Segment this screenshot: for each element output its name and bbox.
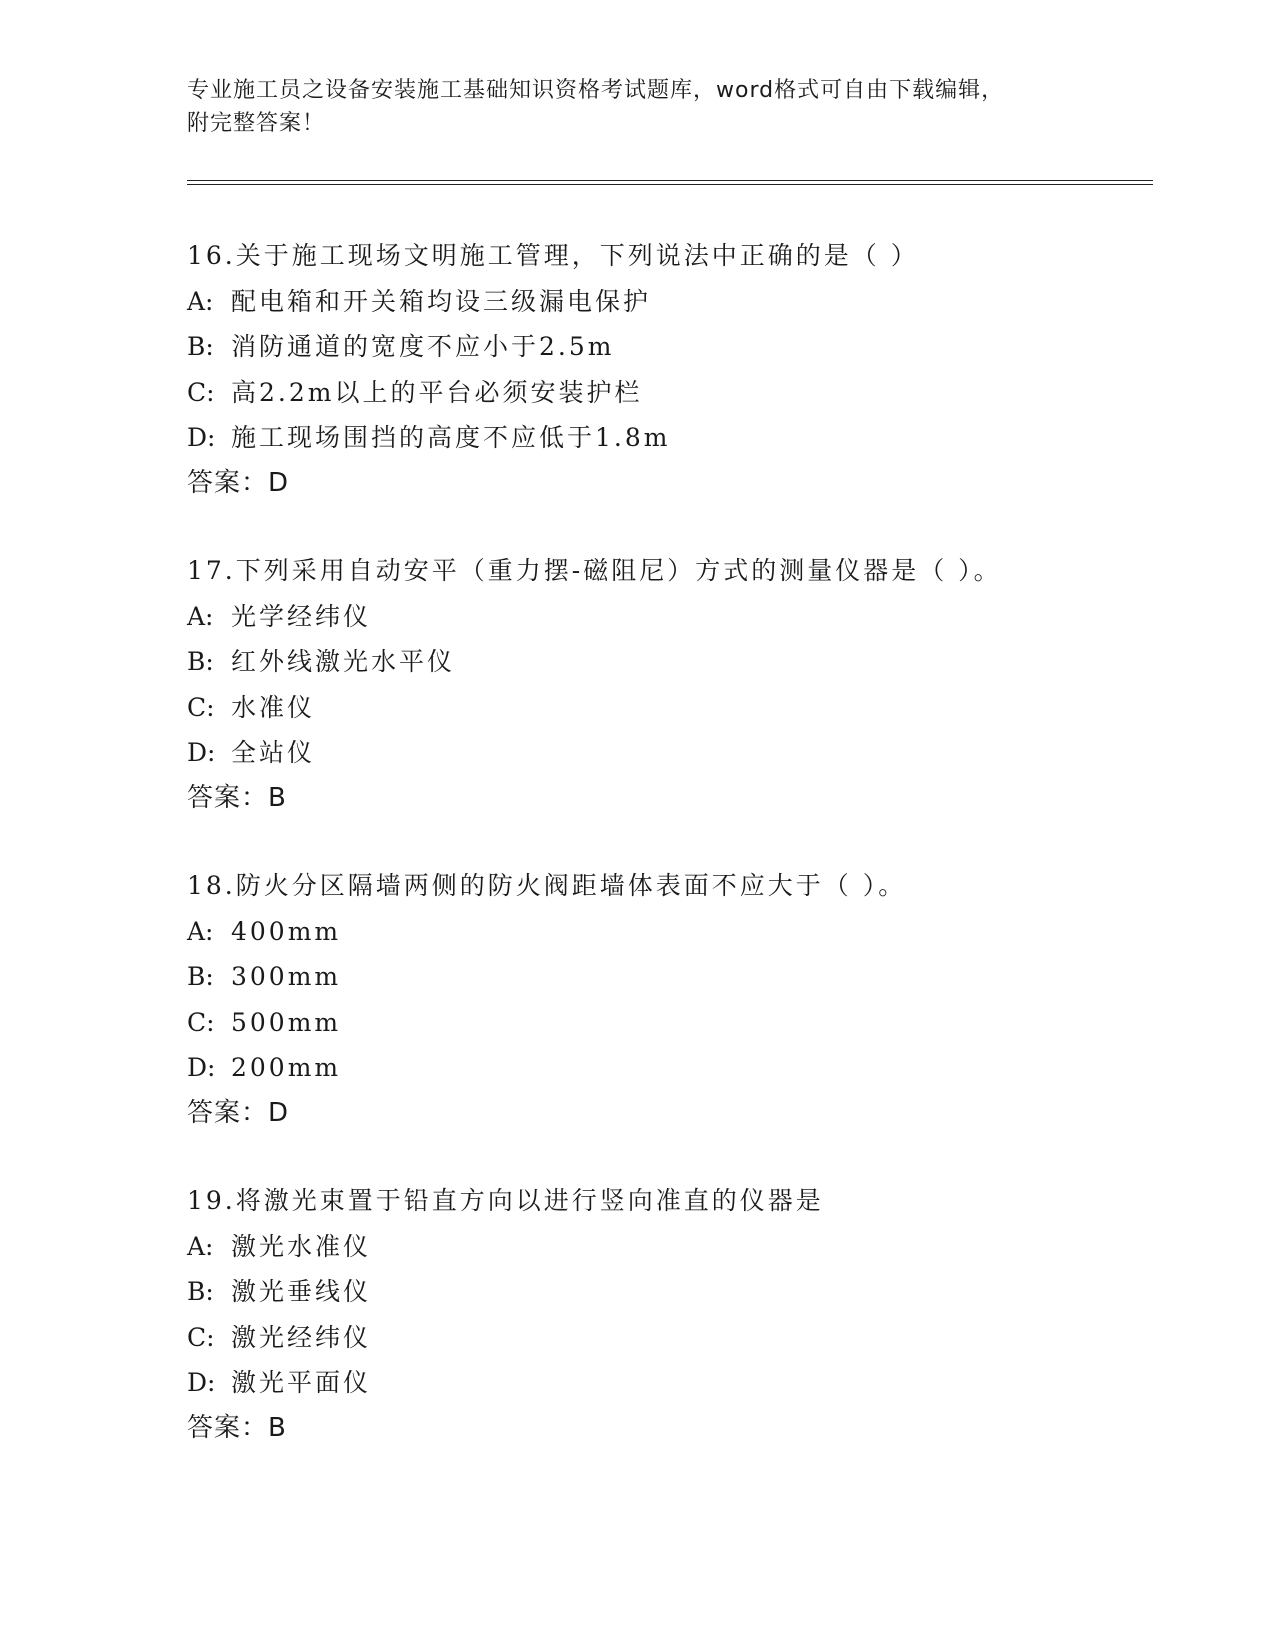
option-letter: C: (187, 1322, 215, 1352)
option-text: 消防通道的宽度不应小于2.5m (231, 332, 615, 361)
option-letter: D: (187, 1368, 216, 1397)
option-letter: B: (187, 1277, 214, 1306)
option-c (187, 1315, 1147, 1361)
option-letter: C: (187, 377, 215, 407)
question-16 (187, 233, 1147, 506)
header-divider-top (187, 180, 1153, 181)
option-a (187, 279, 1147, 325)
option-letter: B: (187, 647, 214, 676)
header-divider-bottom (187, 184, 1153, 185)
question-17 (187, 548, 1147, 821)
option-letter: C: (187, 1007, 215, 1037)
answer-label: 答案：D (187, 1097, 290, 1128)
question-stem: 16.关于施工现场文明施工管理，下列说法中正确的是（ ） (187, 241, 919, 270)
question-19 (187, 1178, 1147, 1451)
option-a (187, 594, 1147, 640)
option-letter: A: (187, 1231, 214, 1261)
option-letter: D: (187, 1053, 216, 1082)
question-stem: 17.下列采用自动安平（重力摆-磁阻尼）方式的测量仪器是（ ）。 (187, 556, 1002, 585)
option-c (187, 1000, 1147, 1046)
option-text: 激光平面仪 (231, 1368, 372, 1397)
option-c (187, 370, 1147, 416)
option-text: 水准仪 (231, 692, 316, 722)
option-text: 高2.2m以上的平台必须安装护栏 (231, 377, 643, 407)
option-letter: C: (187, 692, 215, 722)
option-letter: D: (187, 738, 216, 767)
option-text: 300mm (231, 962, 342, 991)
header-line-1: 专业施工员之设备安装施工基础知识资格考试题库，word格式可自由下载编辑， (187, 78, 1005, 103)
header-line-2: 附完整答案！ (187, 111, 326, 136)
option-b (187, 639, 1147, 685)
answer-label: 答案：B (187, 1412, 287, 1443)
option-text: 200mm (231, 1053, 342, 1082)
question-stem: 19.将激光束置于铅直方向以进行竖向准直的仪器是 (187, 1186, 824, 1215)
option-letter: A: (187, 601, 214, 631)
option-letter: B: (187, 332, 214, 361)
option-text: 全站仪 (231, 738, 316, 767)
option-letter: D: (187, 423, 216, 452)
option-text: 光学经纬仪 (231, 601, 372, 631)
option-text: 配电箱和开关箱均设三级漏电保护 (231, 286, 652, 316)
option-letter: B: (187, 962, 214, 991)
option-b (187, 1269, 1147, 1315)
option-d (187, 1360, 1147, 1406)
option-text: 施工现场围挡的高度不应低于1.8m (231, 423, 671, 452)
option-text: 红外线激光水平仪 (231, 647, 456, 676)
option-a (187, 909, 1147, 955)
question-stem: 18.防火分区隔墙两侧的防火阀距墙体表面不应大于（ ）。 (187, 871, 907, 900)
option-b (187, 324, 1147, 370)
option-letter: A: (187, 916, 214, 946)
document-header (187, 74, 1087, 140)
question-18 (187, 863, 1147, 1136)
option-letter: A: (187, 286, 214, 316)
option-text: 500mm (231, 1007, 342, 1037)
option-d (187, 730, 1147, 776)
answer-label: 答案：B (187, 782, 287, 813)
option-d (187, 415, 1147, 461)
answer-label: 答案：D (187, 467, 290, 498)
option-text: 激光水准仪 (231, 1231, 372, 1261)
option-text: 激光垂线仪 (231, 1277, 372, 1306)
option-a (187, 1224, 1147, 1270)
option-c (187, 685, 1147, 731)
option-d (187, 1045, 1147, 1091)
option-b (187, 954, 1147, 1000)
option-text: 400mm (231, 916, 342, 946)
option-text: 激光经纬仪 (231, 1322, 372, 1352)
